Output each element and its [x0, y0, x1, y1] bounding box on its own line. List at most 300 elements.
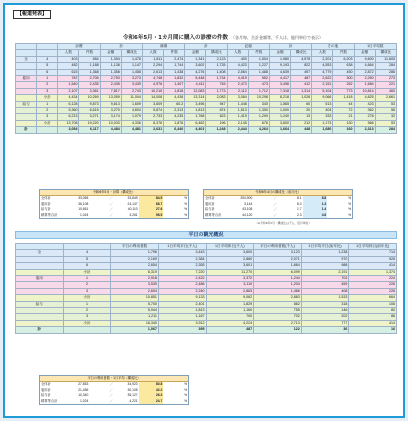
table-cell: 3,054	[58, 127, 79, 133]
row-label: 3	[37, 88, 58, 94]
monthly-col-group: 計	[100, 44, 142, 50]
table-cell: 21	[333, 114, 354, 120]
table-cell: 2,240	[158, 288, 206, 294]
table-cell: 5,874	[142, 108, 163, 114]
row-name: 全体計	[205, 196, 215, 201]
table-cell: 4,976	[142, 82, 163, 88]
monthly-sub-col: 金額	[100, 50, 121, 56]
table-row	[16, 127, 397, 133]
row-label: 2	[63, 308, 111, 314]
table-cell: 19,220	[79, 120, 100, 126]
row-name: 全体計	[41, 382, 51, 387]
table-cell: 947	[206, 101, 227, 107]
value-unit: %	[184, 207, 187, 212]
value-a: 10,340	[78, 393, 89, 398]
table-row	[40, 213, 188, 219]
table-cell: 1,418	[333, 95, 354, 101]
summary-footnote: （※令和6年5月・構成比は千人、億円単位）	[255, 221, 312, 225]
daily-col-header: 1日平均平日(前年比)	[301, 244, 349, 250]
row-label: 2	[37, 108, 58, 114]
table-cell: 2,169	[111, 256, 159, 262]
table-cell: 1,565	[269, 101, 290, 107]
table-cell: 226	[349, 282, 397, 288]
table-cell: 2,705	[79, 76, 100, 82]
table-cell: 2,123	[206, 56, 227, 62]
table-cell: 3,372	[206, 276, 254, 282]
table-cell: 4,825	[354, 95, 375, 101]
table-cell: 2,918	[111, 276, 159, 282]
table-cell: 160	[333, 127, 354, 133]
table-cell: 2,071	[254, 256, 302, 262]
table-cell: 4,604	[121, 108, 142, 114]
table-cell: 3,602	[185, 63, 206, 69]
value-percent: 1.3	[303, 202, 328, 208]
summary-left-title: 令和6年5月・計算（構成比）	[40, 190, 188, 196]
row-name: 給与計	[41, 393, 51, 398]
table-cell: 1,188	[79, 63, 100, 69]
table-cell: 4,434	[58, 95, 79, 101]
table-cell: 1,368	[79, 69, 100, 75]
table-cell: 5,360	[58, 108, 79, 114]
value-a: 1,024	[80, 213, 89, 218]
row-label: 3	[63, 314, 111, 320]
table-cell: 700	[206, 314, 254, 320]
monthly-sub-col: 構成比	[121, 50, 142, 56]
table-cell: 8,376	[142, 120, 163, 126]
table-cell: 400	[227, 56, 248, 62]
table-cell: 20	[291, 108, 312, 114]
value-b: 3,261	[129, 213, 138, 218]
table-cell: 10,851	[111, 295, 159, 301]
row-label: 6	[37, 69, 58, 75]
table-cell: 4,438	[164, 95, 185, 101]
value-percent: 98.5	[139, 213, 164, 219]
table-cell: 1,829	[206, 301, 254, 307]
table-cell: 6,319	[111, 269, 159, 275]
table-cell: 2,631	[142, 127, 163, 133]
table-cell: 80	[349, 308, 397, 314]
summary2-table	[40, 382, 188, 404]
table-cell: 11,270	[206, 269, 254, 275]
table-cell: 224	[349, 276, 397, 282]
table-cell: 2,355	[158, 263, 206, 269]
table-cell: 2,860	[206, 256, 254, 262]
monthly-sub-col: 件数	[248, 50, 269, 56]
table-cell: 6,440	[164, 127, 185, 133]
value-unit: %	[184, 196, 187, 201]
table-cell: 1,419	[227, 114, 248, 120]
table-cell: 970	[301, 256, 349, 262]
value-sep: ／	[273, 201, 277, 206]
table-cell: 412	[291, 82, 312, 88]
table-cell: 1,407	[164, 82, 185, 88]
monthly-col-group: 計	[269, 44, 311, 50]
value-b: 33,849	[127, 196, 138, 201]
table-cell: 202	[301, 314, 349, 320]
table-cell: 988	[301, 263, 349, 269]
row-label: 小計	[63, 269, 111, 275]
table-cell: 3,174	[100, 114, 121, 120]
table-cell: 1,734	[206, 76, 227, 82]
value-b: 34,923	[127, 382, 138, 387]
row-label: 1	[63, 301, 111, 307]
table-cell: 86	[349, 314, 397, 320]
monthly-sub-col: 構成比	[375, 50, 396, 56]
row-group: 計	[16, 327, 64, 333]
table-cell: 1,448	[227, 101, 248, 107]
table-cell: 1,712	[248, 88, 269, 94]
table-cell: 414	[349, 320, 397, 326]
table-cell: 822	[291, 63, 312, 69]
value-sep: ／	[109, 393, 113, 398]
table-cell: 874	[206, 108, 227, 114]
value-sep: ／	[109, 387, 113, 392]
table-cell: 2,654	[111, 263, 159, 269]
table-cell: 5,104	[312, 88, 333, 94]
value-a: 254,900	[240, 196, 253, 201]
table-cell: 1,664	[254, 263, 302, 269]
row-label: 小計	[63, 295, 111, 301]
row-group: 全	[16, 250, 64, 256]
table-cell: 2,107	[58, 88, 79, 94]
table-cell: 2,313	[164, 108, 185, 114]
table-cell: 3,496	[269, 82, 290, 88]
table-cell: 1,000	[269, 108, 290, 114]
table-cell: 1,238	[301, 250, 349, 256]
table-cell: 3,912	[158, 320, 206, 326]
table-cell: 2,435	[100, 82, 121, 88]
table-cell: 4,264	[248, 127, 269, 133]
table-cell: 53	[375, 101, 396, 107]
daily-col-header: 平日の利用者数	[111, 244, 159, 250]
table-cell: 36	[301, 327, 349, 333]
table-cell: 146	[301, 308, 349, 314]
table-cell: 676	[248, 120, 269, 126]
table-cell: 4,639	[269, 69, 290, 75]
table-cell: 2,444	[227, 127, 248, 133]
monthly-col-group: 診療	[58, 44, 100, 50]
table-cell: 1,138	[100, 63, 121, 69]
table-cell: 196	[206, 120, 227, 126]
value-percent: 80.8	[139, 382, 164, 388]
row-label: 5	[63, 256, 111, 262]
value-sep: ／	[109, 382, 113, 387]
table-cell: 12,083	[185, 88, 206, 94]
value-percent: 27.6	[139, 207, 164, 213]
daily-col-header: 1日平均休日(千人)	[206, 244, 254, 250]
table-cell: 2,564	[227, 69, 248, 75]
table-cell: 2,112	[227, 88, 248, 94]
table-cell: 10,298	[248, 95, 269, 101]
table-cell: 2,294	[142, 63, 163, 69]
table-cell: 4,423	[227, 63, 248, 69]
table-cell: 755	[254, 308, 302, 314]
row-name: 雇用計	[41, 201, 51, 206]
table-cell: 1,147	[121, 63, 142, 69]
value-sep: ／	[109, 213, 113, 218]
table-cell: 9,873	[79, 101, 100, 107]
table-cell: 638	[333, 63, 354, 69]
table-cell: 60.2	[164, 101, 185, 107]
table-cell: 1,314	[291, 88, 312, 94]
monthly-sub-col: 構成比	[291, 50, 312, 56]
table-cell: 1,160	[206, 308, 254, 314]
monthly-sub-col: 人数	[58, 50, 79, 56]
value-sep: ／	[273, 207, 277, 212]
table-cell: 1,796	[111, 250, 159, 256]
table-cell: 6,117	[79, 127, 100, 133]
daily-banner: 平日の観光概況	[15, 231, 397, 239]
table-cell: 1,300	[248, 108, 269, 114]
table-cell: 1,813	[158, 308, 206, 314]
summary-right-panel	[203, 189, 353, 219]
table-cell: 13	[291, 114, 312, 120]
table-cell: 3,609	[142, 101, 163, 107]
table-cell: 1,173	[312, 120, 333, 126]
table-cell: 482	[58, 63, 79, 69]
row-label: 1	[63, 276, 111, 282]
table-cell: 5,944	[111, 308, 159, 314]
table-cell: 2,201	[312, 56, 333, 62]
value-percent: 24.7	[139, 399, 164, 405]
table-cell: 4,276	[185, 69, 206, 75]
row-label: 2	[63, 282, 111, 288]
value-percent: 4.6	[303, 213, 328, 219]
table-cell: 7,817	[100, 88, 121, 94]
table-cell: 4,578	[291, 56, 312, 62]
row-label: 2	[37, 82, 58, 88]
value-b: 2.3	[297, 213, 302, 218]
table-cell: 13,314	[185, 95, 206, 101]
table-cell: 2,863	[206, 288, 254, 294]
table-cell: 5,700	[111, 301, 159, 307]
table-cell: 318	[301, 301, 349, 307]
table-cell: 664	[349, 295, 397, 301]
table-cell: 1,768	[185, 114, 206, 120]
value-a: 33,065	[78, 196, 89, 201]
value-b: 8.1	[297, 196, 302, 201]
table-cell: 4,779	[312, 69, 333, 75]
daily-table	[15, 243, 397, 334]
monthly-sub-col: 件数	[164, 50, 185, 56]
table-cell: 3,273	[121, 76, 142, 82]
table-cell: 3,123	[254, 250, 302, 256]
table-cell: 6,213	[58, 114, 79, 120]
value-unit: %	[184, 399, 187, 404]
value-percent: 84.5	[139, 196, 164, 202]
value-unit: %	[348, 196, 351, 201]
table-cell: 448	[291, 127, 312, 133]
table-cell: 9,193	[269, 63, 290, 69]
value-b: 4,221	[129, 399, 138, 404]
table-cell: 1,533	[301, 295, 349, 301]
table-cell: 395	[158, 327, 206, 333]
table-row	[40, 399, 188, 405]
monthly-col-group: 記録	[227, 44, 269, 50]
value-unit: %	[348, 213, 351, 218]
table-cell: 2,313	[354, 127, 375, 133]
table-cell: 1,067	[111, 327, 159, 333]
table-cell: 2,474	[164, 56, 185, 62]
table-cell: 4,481	[121, 127, 142, 133]
table-cell: 1,374	[349, 269, 397, 275]
monthly-sub-col: 件数	[333, 50, 354, 56]
row-label: 4	[63, 250, 111, 256]
table-cell: 333	[312, 114, 333, 120]
value-unit: %	[184, 382, 187, 387]
row-name: 全体計	[41, 196, 51, 201]
value-sep: ／	[273, 196, 277, 201]
table-cell: 3,496	[185, 101, 206, 107]
table-cell: 7,318	[269, 88, 290, 94]
summary2-panel	[39, 375, 189, 405]
table-cell: 1,240	[269, 114, 290, 120]
table-cell: 3,084	[227, 95, 248, 101]
table-cell: 106	[349, 301, 397, 307]
table-cell: 2,604	[111, 288, 159, 294]
value-percent: 26.3	[139, 393, 164, 399]
monthly-col-group: その他	[312, 44, 354, 50]
row-name: 給与計	[41, 207, 51, 212]
table-cell: 13,059	[100, 95, 121, 101]
table-cell: 1,684	[354, 82, 375, 88]
value-b: 35,127	[127, 393, 138, 398]
summary-right-table	[204, 196, 352, 218]
table-cell: 404	[312, 108, 333, 114]
row-label	[63, 327, 111, 333]
value-b: 30,105	[127, 387, 138, 392]
value-a: 27,853	[78, 382, 89, 387]
table-cell: 2,384	[158, 256, 206, 262]
table-cell: 487	[206, 327, 254, 333]
table-cell: 862	[254, 301, 302, 307]
value-unit: %	[184, 201, 187, 206]
table-cell: 9,062	[206, 295, 254, 301]
table-cell: 8,218	[269, 95, 290, 101]
daily-col-header: 平日の利用者数(千人)	[254, 244, 302, 250]
row-group: 雇用	[16, 76, 37, 82]
table-cell: 497	[291, 69, 312, 75]
report-sheet	[3, 3, 405, 418]
table-cell: 2,622	[312, 76, 333, 82]
table-cell: 3,601	[206, 263, 254, 269]
table-cell: 1,744	[164, 63, 185, 69]
monthly-sub-col: 件数	[79, 50, 100, 56]
table-cell: 273	[375, 76, 396, 82]
table-cell: 2,486	[158, 282, 206, 288]
table-cell: 1,204	[254, 282, 302, 288]
daily-col-header: 1日平均平日(千人)	[158, 244, 206, 250]
table-cell: 1,980	[269, 56, 290, 62]
summary-right-title: 令和6年4月の構成比（前月比）	[204, 190, 352, 196]
table-cell: 11,605	[375, 56, 396, 62]
value-percent: 42.2	[139, 388, 164, 394]
value-a: 21,456	[78, 387, 89, 392]
table-cell: 403	[58, 56, 79, 62]
table-cell: 13,708	[58, 120, 79, 126]
row-label: 3	[37, 114, 58, 120]
value-b: 40,110	[127, 207, 138, 212]
table-cell: 6,128	[58, 101, 79, 107]
table-cell: 18,340	[111, 320, 159, 326]
monthly-col-group: 補填	[142, 44, 184, 50]
table-cell: 513	[312, 101, 333, 107]
monthly-title-note: （各月毎、合計金額等、千人は、億円単位で表示）	[230, 35, 323, 40]
table-cell: 262	[333, 82, 354, 88]
table-cell: 44	[333, 101, 354, 107]
table-cell: 615	[58, 69, 79, 75]
value-percent: 68.7	[139, 202, 164, 208]
table-cell: 1,488	[248, 69, 269, 75]
row-label: 1	[37, 76, 58, 82]
table-cell: 1,458	[121, 69, 142, 75]
table-cell: 1,394	[100, 56, 121, 62]
table-cell: 3,271	[79, 114, 100, 120]
table-cell: 4,484	[100, 127, 121, 133]
table-cell: 60	[291, 101, 312, 107]
row-label: 4	[37, 56, 58, 62]
table-cell: 414	[349, 263, 397, 269]
table-cell: 4,664	[354, 63, 375, 69]
monthly-sub-col: 金額	[354, 50, 375, 56]
value-unit: %	[184, 393, 187, 398]
table-cell: 53	[375, 120, 396, 126]
table-cell: 3,110	[206, 282, 254, 288]
table-cell: 2,872	[354, 69, 375, 75]
table-cell: 4,336	[121, 120, 142, 126]
table-cell: 1,818	[164, 88, 185, 94]
table-cell: 286	[375, 69, 396, 75]
summary2-title: 平日の利用者数・1日平均（構成比）	[40, 376, 188, 382]
table-row	[204, 213, 352, 219]
table-cell: 10,033	[100, 120, 121, 126]
table-cell: 5,448	[185, 76, 206, 82]
table-cell: 450	[333, 69, 354, 75]
table-cell: 1,504	[248, 56, 269, 62]
table-cell: 6,203	[333, 56, 354, 62]
table-cell: 2,733	[142, 114, 163, 120]
monthly-sub-col: 人数	[142, 50, 163, 56]
table-cell: 460	[375, 88, 396, 94]
table-cell: 3,439	[121, 82, 142, 88]
table-cell: 777	[301, 320, 349, 326]
row-name: 雇用計	[41, 387, 51, 392]
row-label: 小計	[37, 120, 58, 126]
table-cell: 16	[349, 327, 397, 333]
table-cell: 3,539	[111, 282, 159, 288]
table-cell: 1,609	[121, 101, 142, 107]
value-b: 8.0	[297, 201, 302, 206]
table-cell: 926	[349, 256, 397, 262]
monthly-sub-col: 金額	[185, 50, 206, 56]
value-a: 36,108	[78, 201, 89, 206]
value-percent: 1.4	[303, 207, 328, 213]
value-unit: %	[348, 201, 351, 206]
table-cell: 9,066	[312, 95, 333, 101]
table-cell: 487	[291, 76, 312, 82]
table-cell: 1,832	[164, 76, 185, 82]
table-cell: 584	[79, 56, 100, 62]
table-cell: 2,083	[206, 95, 227, 101]
table-cell: 4,553	[312, 63, 333, 69]
table-cell: 745	[206, 82, 227, 88]
row-label	[37, 127, 58, 133]
table-cell: 1,227	[248, 63, 269, 69]
value-sep: ／	[273, 213, 277, 218]
table-cell: 4,748	[142, 76, 163, 82]
table-cell: 226	[349, 288, 397, 294]
monthly-table	[15, 43, 397, 134]
